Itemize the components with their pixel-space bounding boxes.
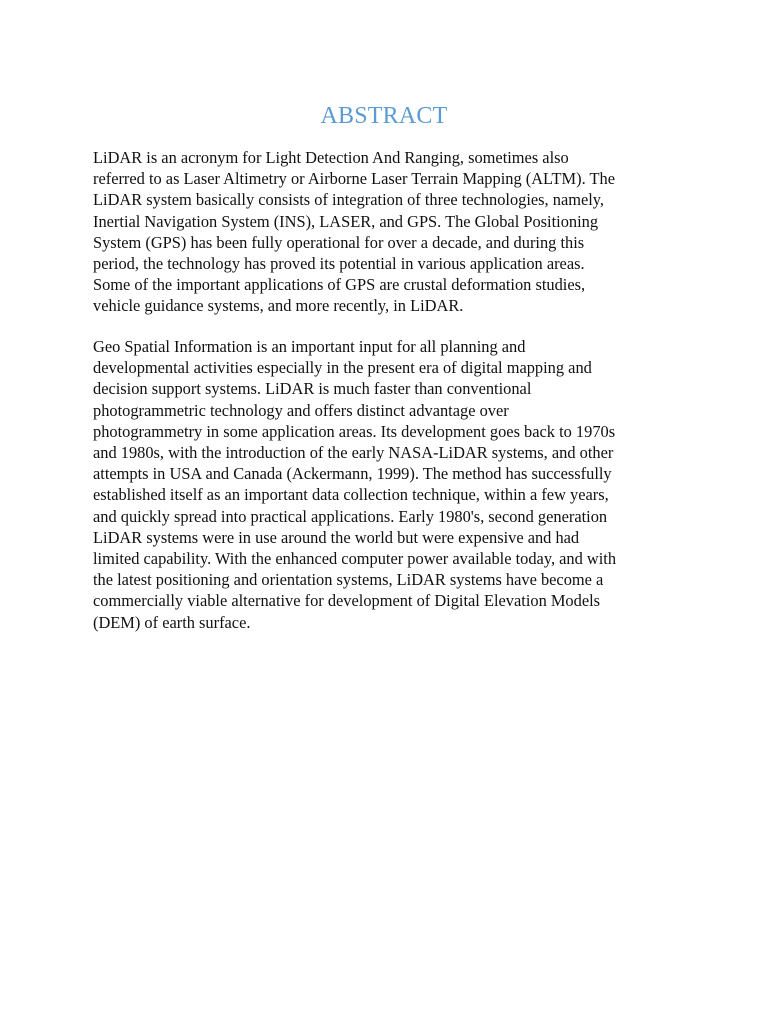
paragraph-line: commercially viable alternative for development of Digital Elevation Models — [93, 591, 601, 611]
paragraph-line: (DEM) of earth surface. — [93, 612, 251, 632]
paragraph-line: Inertial Navigation System (INS), LASER, and GPS. The Global Positioning — [93, 211, 599, 231]
paragraph-line: period, the technology has proved its potential in various application areas. — [93, 254, 585, 274]
paragraph-line: the latest positioning and orientation systems, LiDAR systems have become a — [93, 570, 604, 590]
paragraph-line: developmental activities especially in the present era of digital mapping and — [93, 358, 592, 378]
abstract-heading: ABSTRACT — [320, 103, 448, 129]
paragraph-line: and quickly spread into practical applications. Early 1980's, second generation — [93, 506, 608, 526]
paragraph-line: decision support systems. LiDAR is much faster than conventional — [93, 379, 532, 399]
paragraph-line: photogrammetric technology and offers distinct advantage over — [93, 400, 509, 420]
paragraph-line: photogrammetry in some application areas. Its development goes back to 1970s — [93, 421, 616, 441]
paragraph-line: LiDAR systems were in use around the world but were expensive and had — [93, 527, 580, 547]
paragraph-line: limited capability. With the enhanced computer power available today, and with — [93, 549, 617, 569]
paragraph-line: System (GPS) has been fully operational for over a decade, and during this — [93, 232, 585, 252]
paragraph-line: LiDAR system basically consists of integration of three technologies, namely, — [93, 190, 605, 210]
paragraph-line: attempts in USA and Canada (Ackermann, 1999). The method has successfully — [93, 464, 612, 484]
paragraph-2 — [93, 336, 683, 633]
paragraph-line: referred to as Laser Altimetry or Airborne Laser Terrain Mapping (ALTM). The — [93, 169, 615, 189]
paragraph-line: LiDAR is an acronym for Light Detection And Ranging, sometimes also — [93, 148, 569, 167]
paragraph-line: Geo Spatial Information is an important input for all planning and — [93, 337, 526, 356]
paragraph-line: Some of the important applications of GPS are crustal deformation studies, — [93, 275, 586, 295]
paragraph-line: established itself as an important data collection technique, within a few years, — [93, 485, 609, 505]
paragraph-line: and 1980s, with the introduction of the early NASA-LiDAR systems, and other — [93, 443, 614, 463]
paragraph-1 — [93, 147, 683, 317]
paragraph-line: vehicle guidance systems, and more recently, in LiDAR. — [93, 296, 464, 316]
